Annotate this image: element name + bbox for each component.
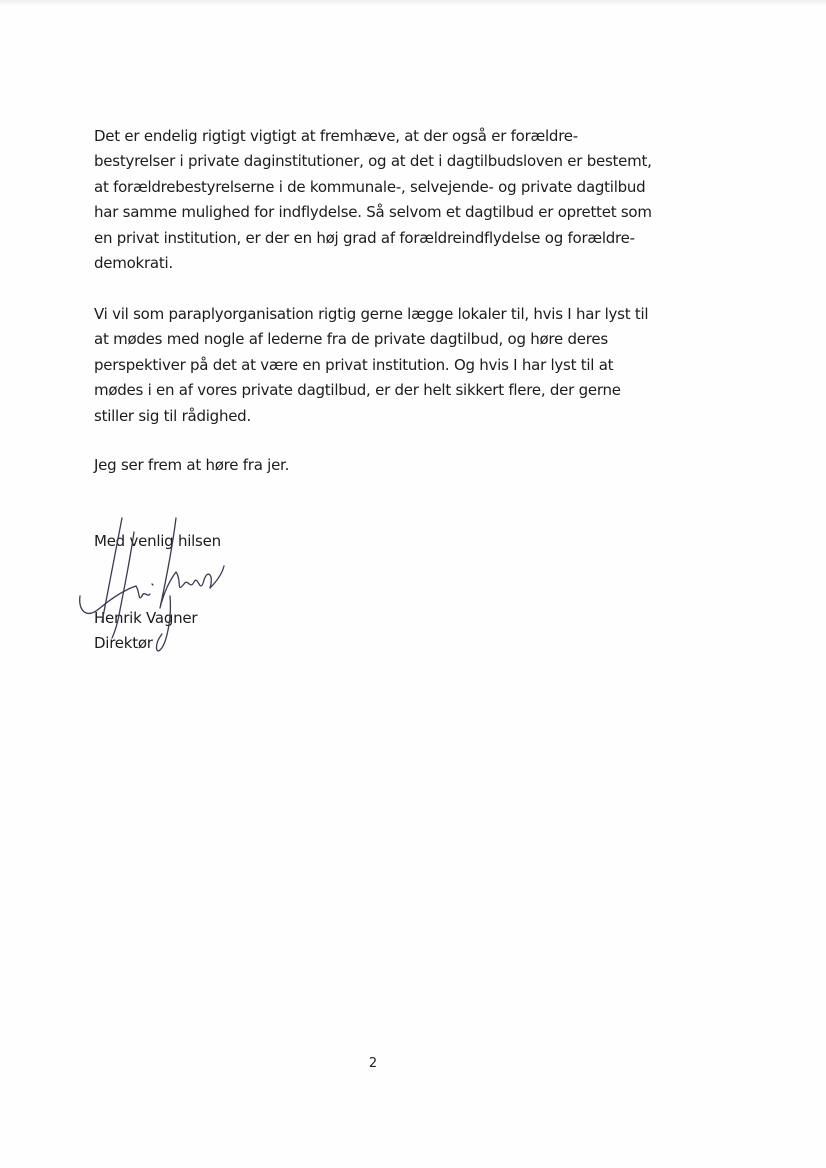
paragraph-1-line: at forældrebestyrelserne i de kommunale-, selvejende- og private dagtilbud bbox=[94, 177, 646, 196]
paragraph-3 bbox=[94, 453, 694, 478]
sender-name-text: Henrik Vagner bbox=[94, 609, 198, 627]
closing-text: Med venlig hilsen bbox=[94, 532, 221, 550]
paragraph-1 bbox=[94, 124, 694, 276]
paragraph-2-line: perspektiver på det at være en privat institution. Og hvis I har lyst til at bbox=[94, 355, 614, 374]
paragraph-1-line: Det er endelig rigtigt vigtigt at fremhæve, at der også er forældre- bbox=[94, 127, 578, 145]
paragraph-2-line: at mødes med nogle af lederne fra de private dagtilbud, og høre deres bbox=[94, 330, 608, 349]
paragraph-1-line: en privat institution, er der en høj grad af forældreindflydelse og forældre- bbox=[94, 228, 635, 247]
paragraph-3-line: Jeg ser frem at høre fra jer. bbox=[94, 456, 290, 474]
page-number: 2 bbox=[368, 1056, 378, 1071]
sender-title bbox=[94, 631, 694, 656]
closing-salutation bbox=[94, 529, 694, 554]
paragraph-2-line: mødes i en af vores private dagtilbud, er der helt sikkert flere, der gerne bbox=[94, 381, 621, 400]
paragraph-2 bbox=[94, 302, 694, 429]
paragraph-1-line: har samme mulighed for indflydelse. Så selvom et dagtilbud er oprettet som bbox=[94, 203, 652, 222]
paragraph-2-line: Vi vil som paraplyorganisation rigtig gerne lægge lokaler til, hvis I har lyst til bbox=[94, 305, 649, 323]
scan-edge bbox=[0, 0, 826, 6]
sender-title-text: Direktør bbox=[94, 634, 153, 652]
paragraph-2-line: stiller sig til rådighed. bbox=[94, 406, 251, 425]
paragraph-1-line: demokrati. bbox=[94, 254, 173, 273]
sender-name bbox=[94, 606, 694, 631]
paragraph-1-line: bestyrelser i private daginstitutioner, og at det i dagtilbudsloven er bestemt, bbox=[94, 152, 652, 171]
